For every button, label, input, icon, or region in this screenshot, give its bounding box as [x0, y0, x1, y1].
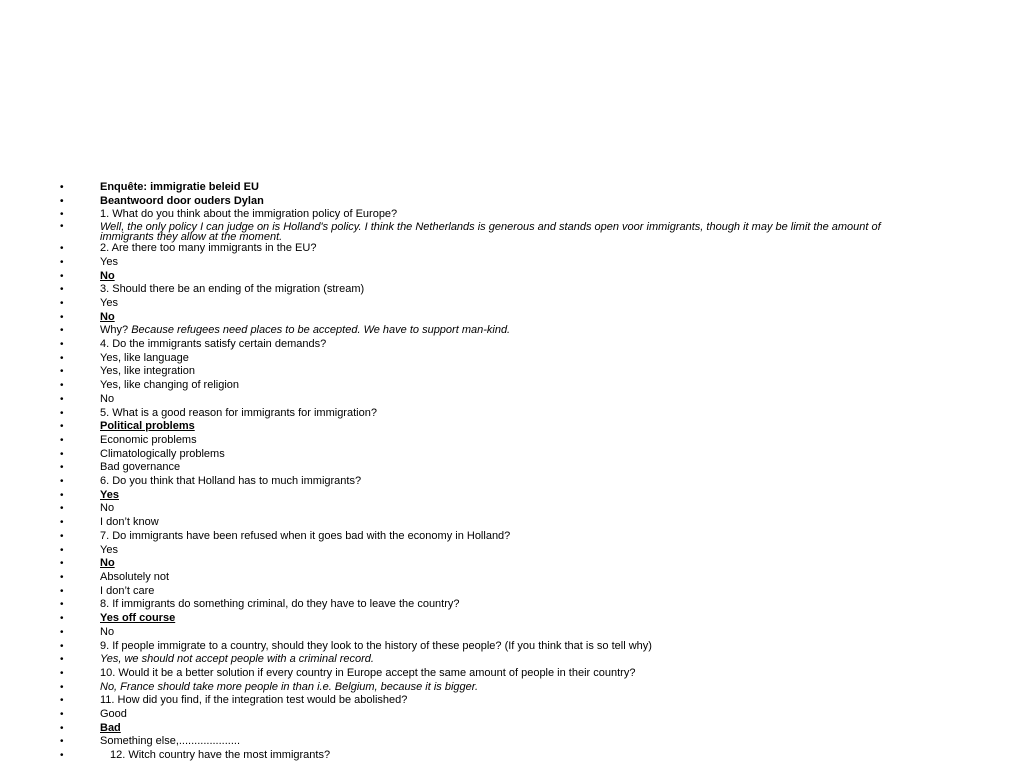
bullet: •: [60, 407, 64, 419]
line-text: Good: [100, 708, 127, 721]
survey-line: [0, 352, 1024, 366]
line-text: 2. Are there too many immigrants in the EU?: [100, 242, 317, 255]
line-text: No, France should take more people in than i.e. Belgium, because it is bigger.: [100, 680, 479, 693]
line-text: Yes, we should not accept people with a criminal record.: [100, 653, 374, 666]
line-text: Political problems: [100, 420, 195, 433]
line-text: 10. Would it be a better solution if every country in Europe accept the same amount of people in their country?: [100, 666, 636, 679]
bullet: •: [60, 626, 64, 638]
bullet: •: [60, 709, 64, 721]
survey-lines: [0, 208, 1024, 762]
bullet: •: [60, 182, 64, 193]
line-text: Yes: [100, 488, 119, 501]
bullet: •: [60, 339, 64, 351]
line-text: Economic problems: [100, 433, 197, 446]
line-text: 7. Do immigrants have been refused when it goes bad with the economy in Holland?: [100, 529, 511, 542]
line-text: 4. Do the immigrants satisfy certain demands?: [100, 338, 327, 351]
survey-title-line: [0, 181, 1024, 195]
survey-line: [0, 338, 1024, 352]
line-text: Yes off course: [100, 612, 176, 625]
survey-title: Enquête: immigratie beleid EU: [100, 181, 259, 193]
survey-line: [0, 420, 1024, 434]
survey-line: [0, 681, 1024, 695]
survey-line: [0, 626, 1024, 640]
survey-line: [0, 365, 1024, 379]
line-text: No: [100, 310, 115, 323]
survey-line: [0, 379, 1024, 393]
bullet: •: [60, 530, 64, 542]
line-text: Bad governance: [100, 461, 181, 474]
line-text: 5. What is a good reason for immigrants for immigration?: [100, 406, 377, 419]
line-text: Yes: [100, 543, 118, 556]
bullet: •: [60, 256, 64, 268]
bullet: •: [60, 489, 64, 501]
bullet: •: [60, 613, 64, 625]
survey-line: [0, 297, 1024, 311]
bullet: •: [60, 448, 64, 460]
survey-line: [0, 585, 1024, 599]
bullet: •: [60, 434, 64, 446]
line-text: 6. Do you think that Holland has to much immigrants?: [100, 475, 362, 488]
bullet: •: [60, 366, 64, 378]
survey-line: [0, 311, 1024, 325]
bullet: •: [60, 195, 64, 207]
survey-line: [0, 735, 1024, 749]
line-text: Because refugees need places to be accepted. We have to support man-kind.: [131, 324, 511, 337]
survey-line: [0, 598, 1024, 612]
line-text: Something else,....................: [100, 735, 241, 748]
line-text: 8. If immigrants do something criminal, do they have to leave the country?: [100, 598, 460, 611]
line-text: I don’t care: [100, 584, 155, 597]
bullet: •: [60, 736, 64, 748]
bullet: •: [60, 503, 64, 515]
bullet: •: [60, 325, 64, 337]
survey-line: [0, 448, 1024, 462]
bullet: •: [60, 243, 64, 255]
bullet: •: [60, 571, 64, 583]
survey-line: [0, 516, 1024, 530]
line-text: 11. How did you find, if the integration test would be abolished?: [100, 694, 408, 707]
survey-subtitle: Beantwoord door ouders Dylan: [100, 194, 264, 207]
survey-line: [0, 694, 1024, 708]
bullet: •: [60, 476, 64, 488]
survey-subtitle-line: [0, 195, 1024, 209]
bullet: •: [60, 311, 64, 323]
line-text: 3. Should there be an ending of the migration (stream): [100, 283, 365, 296]
survey-line: [0, 571, 1024, 585]
bullet: •: [60, 270, 64, 282]
survey-line: [0, 434, 1024, 448]
bullet: •: [60, 585, 64, 597]
line-text: Yes, like changing of religion: [100, 379, 240, 392]
line-text: Yes, like language: [100, 351, 189, 364]
survey-line: [0, 393, 1024, 407]
line-text: Bad: [100, 721, 121, 734]
line-text: No: [100, 557, 115, 570]
line-text: No: [100, 392, 115, 405]
survey-line: [0, 544, 1024, 558]
survey-line: [0, 270, 1024, 284]
bullet: •: [60, 221, 64, 233]
survey-line: [0, 530, 1024, 544]
bullet: •: [60, 380, 64, 392]
bullet: •: [60, 421, 64, 433]
bullet: •: [60, 297, 64, 309]
survey-line: [0, 502, 1024, 516]
bullet: •: [60, 640, 64, 652]
line-text: I don’t know: [100, 516, 159, 529]
bullet: •: [60, 654, 64, 666]
line-text: 12. Witch country have the most immigrants?: [110, 749, 331, 762]
bullet: •: [60, 681, 64, 693]
line-text: 9. If people immigrate to a country, should they look to the history of these people? (If you think that is so tell why): [100, 639, 652, 652]
bullet: •: [60, 517, 64, 529]
bullet: •: [60, 393, 64, 405]
survey-line: [0, 667, 1024, 681]
line-text: 1. What do you think about the immigration policy of Europe?: [100, 208, 398, 221]
survey-line: [0, 708, 1024, 722]
line-text: No: [100, 502, 115, 515]
line-text: Absolutely not: [100, 570, 170, 583]
survey-line: [0, 640, 1024, 654]
line-prefix: Why?: [100, 324, 132, 337]
survey-line: [0, 222, 1024, 242]
survey-line: [0, 242, 1024, 256]
survey-line: [0, 324, 1024, 338]
survey-line: [0, 722, 1024, 736]
bullet: •: [60, 284, 64, 296]
line-text: No: [100, 269, 115, 282]
survey-document: [0, 181, 1024, 763]
survey-line: [0, 461, 1024, 475]
bullet: •: [60, 462, 64, 474]
line-text: Yes, like integration: [100, 365, 195, 378]
survey-line: [0, 749, 1024, 763]
survey-line: [0, 283, 1024, 297]
line-text: Yes: [100, 296, 118, 309]
bullet: •: [60, 695, 64, 707]
survey-line: [0, 489, 1024, 503]
bullet: •: [60, 558, 64, 570]
survey-line: [0, 557, 1024, 571]
line-text: No: [100, 625, 115, 638]
survey-line: [0, 653, 1024, 667]
line-text: Climatologically problems: [100, 447, 225, 460]
bullet: •: [60, 722, 64, 734]
survey-line: [0, 475, 1024, 489]
line-text: Well, the only policy I can judge on is Holland's policy. I think the Netherlands is generous and stands open voor immigrants, though it may be limit the amount of immigrants they allow at the moment.: [100, 221, 881, 244]
bullet: •: [60, 544, 64, 556]
line-text: Yes: [100, 255, 118, 268]
survey-line: [0, 208, 1024, 222]
bullet: •: [60, 599, 64, 611]
survey-line: [0, 407, 1024, 421]
survey-line: [0, 256, 1024, 270]
bullet: •: [60, 667, 64, 679]
bullet: •: [60, 750, 64, 762]
bullet: •: [60, 209, 64, 221]
survey-line: [0, 612, 1024, 626]
bullet: •: [60, 352, 64, 364]
